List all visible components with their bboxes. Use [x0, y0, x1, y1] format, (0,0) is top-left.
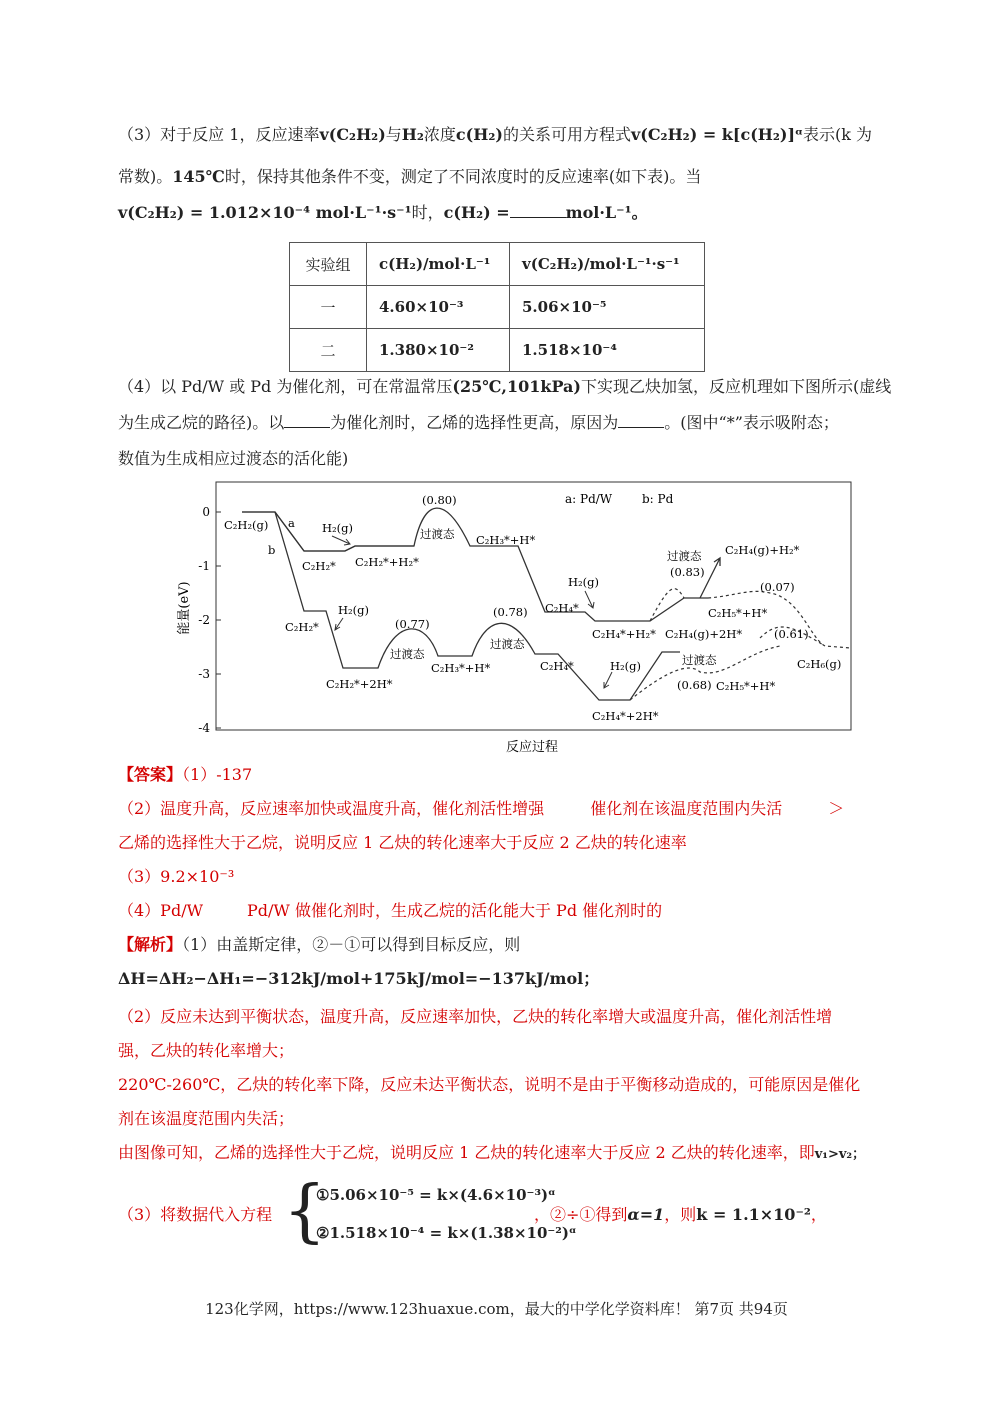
label: b — [268, 543, 276, 557]
table-cell: 1.518×10⁻⁴ — [510, 329, 705, 372]
legend-entry: a: Pd/W — [565, 492, 613, 506]
analysis-line-6: 剂在该温度范围内失活； — [118, 1109, 295, 1128]
label: H₂(g) — [610, 659, 641, 673]
label: (0.77) — [395, 617, 430, 631]
answer-line-2: （2）温度升高，反应速率加快或温度升高，催化剂活性增强 催化剂在该温度范围内失活 ＞ — [118, 799, 845, 818]
table-header: v(C₂H₂)/mol·L⁻¹·s⁻¹ — [510, 243, 705, 286]
table-row — [290, 329, 705, 372]
answer-blank — [618, 413, 664, 428]
equation-2: ②1.518×10⁻⁴ = k×(1.38×10⁻²)ᵅ — [316, 1224, 577, 1242]
label: C₂H₄(g)+2H* — [665, 627, 743, 641]
analysis-line-2: ΔH=ΔH₂−ΔH₁=−312kJ/mol+175kJ/mol=−137kJ/mol； — [118, 969, 600, 988]
label: C₂H₅*+H* — [708, 606, 768, 620]
analysis-line-3: （2）反应未达到平衡状态，温度升高，反应速率加快，乙炔的转化率增大或温度升高，催化剂活性增 — [118, 1007, 833, 1026]
label: 过渡态 — [490, 637, 525, 651]
label: C₂H₃*+H* — [431, 661, 491, 675]
energy-diagram — [177, 478, 870, 758]
y-tick-label: 0 — [202, 505, 210, 519]
answer-line-5: （4）Pd/W Pd/W 做催化剂时，生成乙烷的活化能大于 Pd 催化剂时的 — [118, 901, 663, 920]
label: C₂H₂(g) — [224, 518, 269, 532]
label: 过渡态 — [390, 647, 425, 661]
equation-1: ①5.06×10⁻⁵ = k×(4.6×10⁻³)ᵅ — [316, 1186, 556, 1204]
label: H₂(g) — [322, 521, 353, 535]
page-footer: 123化学网，https://www.123huaxue.com，最大的中学化学资料库！ 第7页 共94页 — [205, 1300, 788, 1318]
y-tick-label: -2 — [198, 613, 210, 627]
label: a — [288, 516, 295, 530]
y-tick-label: -4 — [198, 721, 210, 735]
analysis-line-4: 强，乙炔的转化率增大； — [118, 1041, 295, 1060]
label: H₂(g) — [568, 575, 599, 589]
label: C₂H₄(g)+H₂* — [725, 543, 800, 557]
label: (0.07) — [760, 580, 795, 594]
analysis-line-5: 220℃-260℃，乙炔的转化率下降，反应未达平衡状态，说明不是由于平衡移动造成的，可能原因是催化 — [118, 1075, 861, 1094]
label: C₂H₆(g) — [797, 657, 842, 671]
y-tick-label: -3 — [198, 667, 210, 681]
label: C₂H₄* — [545, 601, 579, 615]
analysis-line-8b: ，②÷①得到α=1，则k = 1.1×10⁻²， — [534, 1205, 827, 1224]
table-cell: 二 — [290, 329, 367, 372]
answer-blank — [284, 413, 330, 428]
label: C₂H₃*+H* — [476, 533, 536, 547]
analysis-line-7: 由图像可知，乙烯的选择性大于乙烷，说明反应 1 乙炔的转化速率大于反应 2 乙炔的转化速率，即v₁>v₂； — [118, 1143, 866, 1162]
arrow-h2-a1 — [332, 536, 350, 545]
label: C₂H₂* — [302, 559, 336, 573]
q4-line-2: 为生成乙烷的路径)。以 为催化剂时，乙烯的选择性更高，原因为 。(图中“*”表示吸附态； — [118, 413, 839, 432]
label: C₂H₄*+2H* — [592, 709, 659, 723]
label: 过渡态 — [682, 653, 717, 667]
analysis-line-1: 【解析】（1）由盖斯定律，②－①可以得到目标反应，则 — [118, 935, 521, 954]
diagram-labels — [224, 493, 841, 723]
answer-line-1: 【答案】（1）-137 — [118, 765, 253, 784]
arrow-h2-b2 — [604, 672, 612, 688]
table-cell: 5.06×10⁻⁵ — [510, 286, 705, 329]
arrow-h2-b1 — [335, 618, 343, 630]
answer-line-4: （3）9.2×10⁻³ — [118, 867, 235, 886]
label: C₂H₅*+H* — [716, 679, 776, 693]
label: C₂H₂* — [285, 620, 319, 634]
y-tick-label: -1 — [198, 559, 210, 573]
legend-entry: b: Pd — [642, 492, 674, 506]
q4-line-1: （4）以 Pd/W 或 Pd 为催化剂，可在常温常压(25℃,101kPa)下实现乙炔加氢，反应机理如下图所示(虚线 — [118, 377, 892, 396]
label: C₂H₂*+H₂* — [355, 555, 419, 569]
label: (0.80) — [422, 493, 457, 507]
table-header-row — [290, 243, 705, 286]
label: (0.78) — [493, 605, 528, 619]
label: (0.83) — [670, 565, 705, 579]
label: C₂H₄*+H₂* — [592, 627, 656, 641]
table-row — [290, 286, 705, 329]
q3-line-1: （3）对于反应 1，反应速率v(C₂H₂)与H₂浓度c(H₂)的关系可用方程式v(C₂H₂) = k[c(H₂)]ᵅ表示(k 为 — [118, 125, 873, 144]
label: (0.68) — [677, 678, 712, 692]
y-axis-label: 能量(eV) — [177, 581, 192, 635]
table-cell: 4.60×10⁻³ — [367, 286, 510, 329]
x-axis-label: 反应过程 — [505, 740, 559, 755]
arrow-h2-a2 — [585, 591, 594, 608]
label: 过渡态 — [420, 527, 455, 541]
table-cell: 1.380×10⁻² — [367, 329, 510, 372]
table-header: 实验组 — [290, 243, 367, 286]
table-cell: 一 — [290, 286, 367, 329]
q3-line-3: v(C₂H₂) = 1.012×10⁻⁴ mol·L⁻¹·s⁻¹时，c(H₂) = mol·L⁻¹。 — [118, 203, 648, 222]
label: C₂H₂*+2H* — [326, 677, 393, 691]
label: H₂(g) — [338, 603, 369, 617]
answer-line-3: 乙烯的选择性大于乙烷，说明反应 1 乙炔的转化速率大于反应 2 乙炔的转化速率 — [118, 833, 687, 852]
q4-line-3: 数值为生成相应过渡态的活化能) — [118, 449, 349, 468]
table-header: c(H₂)/mol·L⁻¹ — [367, 243, 510, 286]
q3-line-2: 常数)。145℃时，保持其他条件不变，测定了不同浓度时的反应速率(如下表)。当 — [118, 167, 702, 186]
label: (0.61) — [774, 627, 809, 641]
equation-brace: { — [283, 1172, 327, 1251]
y-axis — [198, 505, 221, 735]
rate-table — [289, 242, 705, 372]
label: 过渡态 — [667, 549, 702, 563]
analysis-line-8a: （3）将数据代入方程 — [118, 1205, 273, 1224]
label: C₂H₄* — [540, 659, 574, 673]
answer-blank — [510, 203, 566, 218]
